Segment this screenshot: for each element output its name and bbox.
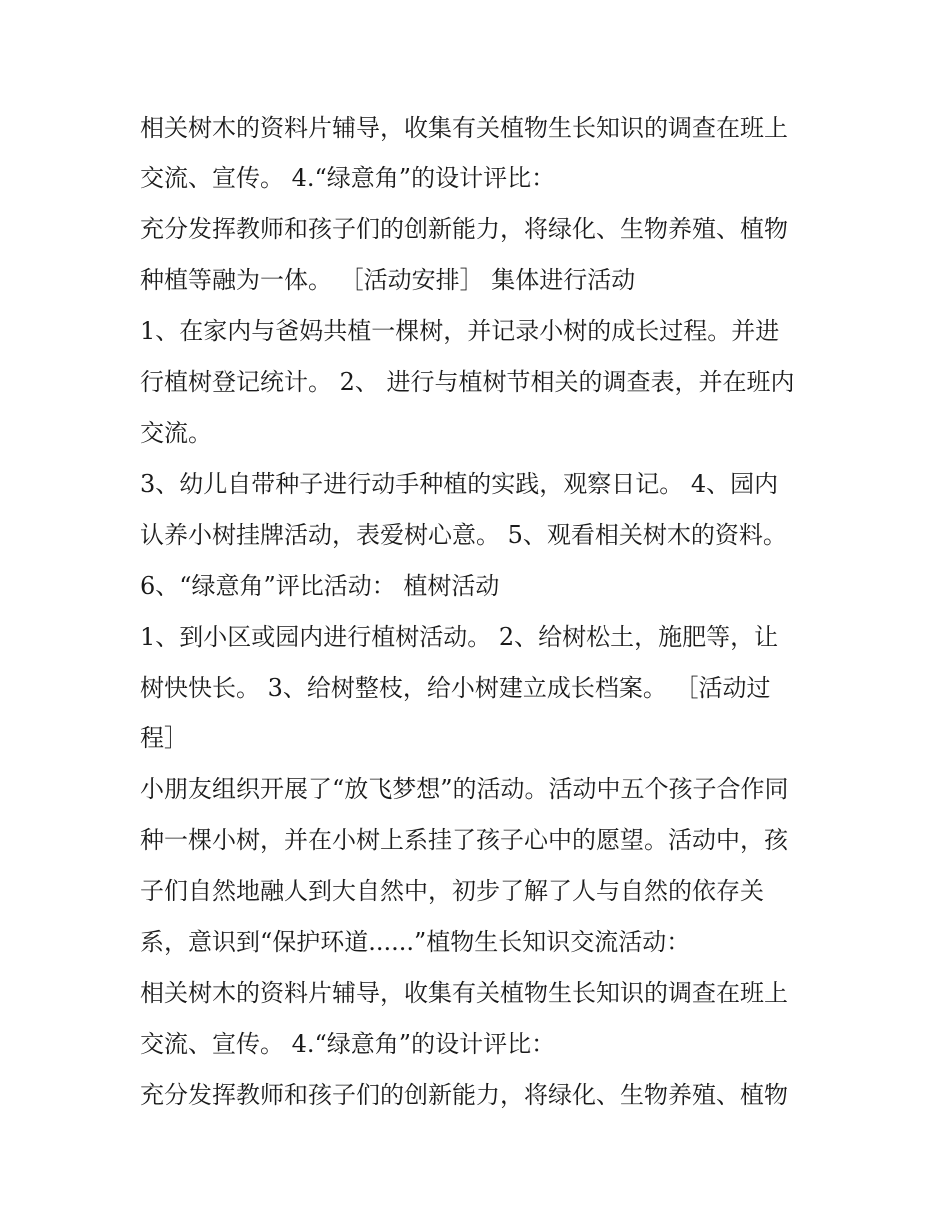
text-line: 子们自然地融人到大自然中，初步了解了人与自然的依存关 xyxy=(140,877,764,905)
text-line: 认养小树挂牌活动，表爱树心意。 5、观看相关树木的资料。 xyxy=(140,521,787,549)
text-line: 相关树木的资料片辅导，收集有关植物生长知识的调查在班上 xyxy=(140,979,788,1007)
text-line: 系，意识到“保护环道......”植物生长知识交流活动： xyxy=(140,928,691,956)
text-line: 交流。 xyxy=(140,419,212,447)
text-line: 1、到小区或园内进行植树活动。 2、给树松土，施肥等，让 xyxy=(140,623,779,651)
text-line: 树快快长。 3、给树整枝，给小树建立成长档案。 ［活动过 xyxy=(140,674,771,702)
text-line: 种植等融为一体。 ［活动安排］ 集体进行活动 xyxy=(140,266,636,294)
text-line: 充分发挥教师和孩子们的创新能力，将绿化、生物养殖、植物 xyxy=(140,1081,788,1109)
text-line: 充分发挥教师和孩子们的创新能力，将绿化、生物养殖、植物 xyxy=(140,215,788,243)
text-line: 6、“绿意角”评比活动： 植树活动 xyxy=(140,572,500,600)
text-line: 3、幼儿自带种子进行动手种植的实践，观察日记。 4、园内 xyxy=(140,470,779,498)
text-line: 相关树木的资料片辅导，收集有关植物生长知识的调查在班上 xyxy=(140,114,788,142)
text-line: 交流、宣传。 4.“绿意角”的设计评比： xyxy=(140,164,556,192)
text-line: 行植树登记统计。 2、 进行与植树节相关的调查表，并在班内 xyxy=(140,368,795,396)
text-line: 1、在家内与爸妈共植一棵树，并记录小树的成长过程。并进 xyxy=(140,317,780,345)
text-line: 程］ xyxy=(140,724,188,752)
text-line: 小朋友组织开展了“放飞梦想”的活动。活动中五个孩子合作同 xyxy=(140,775,789,803)
text-line: 交流、宣传。 4.“绿意角”的设计评比： xyxy=(140,1030,556,1058)
text-line: 种一棵小树，并在小树上系挂了孩子心中的愿望。活动中，孩 xyxy=(140,826,788,854)
